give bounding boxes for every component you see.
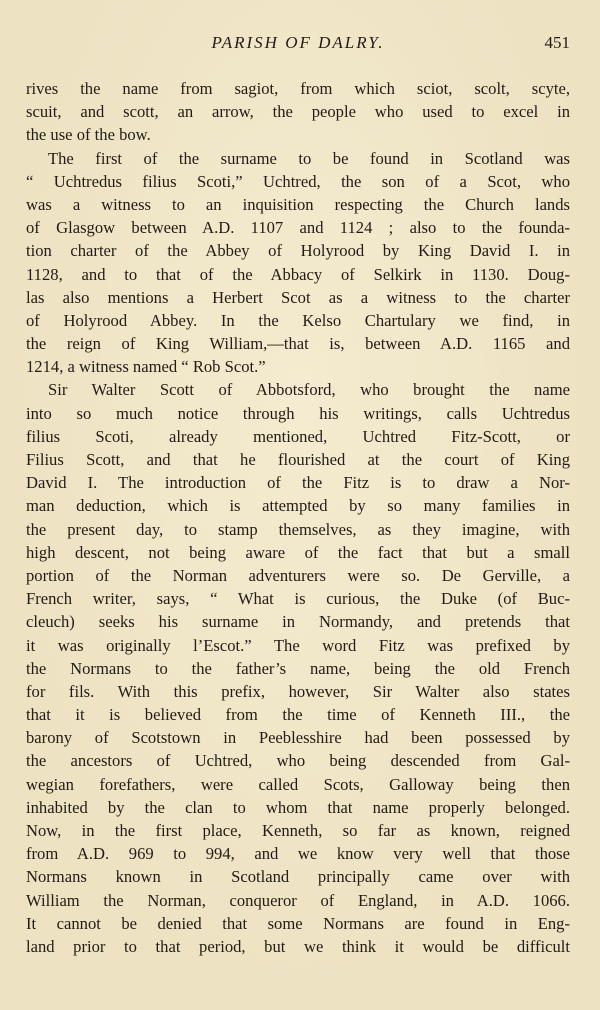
text-line: inhabited by the clan to whom that name properly belonged. bbox=[26, 797, 570, 817]
body-text bbox=[26, 77, 570, 958]
text-line: that it is believed from the time of Kenneth III., the bbox=[26, 705, 570, 725]
text-line: William the Norman, conqueror of England, in A.D. 1066. bbox=[26, 890, 570, 910]
text-line: las also mentions a Herbert Scot as a witness to the charter bbox=[26, 287, 570, 307]
text-line: portion of the Norman adventurers were so. De Gerville, a bbox=[26, 565, 570, 585]
page-number: 451 bbox=[544, 33, 570, 52]
running-title: PARISH OF DALRY. bbox=[211, 33, 385, 52]
text-line: David I. The introduction of the Fitz is to draw a Nor- bbox=[26, 473, 570, 493]
text-line: rives the name from sagiot, from which sciot, scolt, scyte, bbox=[26, 79, 570, 98]
text-line: The first of the surname to be found in Scotland was bbox=[48, 148, 570, 168]
text-line: of Holyrood Abbey. In the Kelso Chartulary we find, in bbox=[26, 310, 570, 330]
text-line: from A.D. 969 to 994, and we know very well that those bbox=[26, 844, 570, 864]
text-line: Sir Walter Scott of Abbotsford, who brought the name bbox=[48, 380, 570, 400]
text-line: 1214, a witness named “ Rob Scot.” bbox=[26, 357, 266, 377]
text-line: “ Uchtredus filius Scoti,” Uchtred, the son of a Scot, who bbox=[26, 171, 570, 191]
text-line: of Glasgow between A.D. 1107 and 1124 ; also to the founda- bbox=[26, 218, 570, 238]
text-line: barony of Scotstown in Peeblesshire had been possessed by bbox=[26, 728, 570, 748]
text-line: scuit, and scott, an arrow, the people who used to excel in bbox=[26, 102, 570, 122]
text-line: tion charter of the Abbey of Holyrood by King David I. in bbox=[26, 241, 570, 261]
text-line: high descent, not being aware of the fact that but a small bbox=[26, 542, 570, 562]
text-line: It cannot be denied that some Normans are found in Eng- bbox=[26, 913, 570, 933]
text-line: was a witness to an inquisition respecting the Church lands bbox=[26, 194, 570, 214]
text-line: the present day, to stamp themselves, as they imagine, with bbox=[26, 519, 570, 539]
running-head bbox=[26, 31, 570, 55]
text-line: it was originally l’Escot.” The word Fitz was prefixed by bbox=[26, 635, 570, 655]
text-line: French writer, says, “ What is curious, the Duke (of Buc- bbox=[26, 589, 570, 609]
text-line: Now, in the first place, Kenneth, so far as known, reigned bbox=[26, 821, 570, 840]
text-line: the ancestors of Uchtred, who being descended from Gal- bbox=[26, 751, 570, 771]
text-line: land prior to that period, but we think it would be difficult bbox=[26, 936, 570, 956]
text-line: the Normans to the father’s name, being the old French bbox=[26, 658, 570, 678]
text-line: the reign of King William,—that is, between A.D. 1165 and bbox=[26, 334, 570, 354]
text-line: cleuch) seeks his surname in Normandy, and pretends that bbox=[26, 612, 570, 632]
text-line: Filius Scott, and that he flourished at the court of King bbox=[26, 450, 570, 469]
text-line: wegian forefathers, were called Scots, Galloway being then bbox=[26, 774, 570, 794]
text-line: man deduction, which is attempted by so many families in bbox=[26, 496, 570, 516]
text-line: for fils. With this prefix, however, Sir Walter also states bbox=[26, 681, 570, 701]
text-line: the use of the bow. bbox=[26, 125, 151, 145]
text-line: into so much notice through his writings, calls Uchtredus bbox=[26, 403, 570, 423]
text-line: filius Scoti, already mentioned, Uchtred Fitz-Scott, or bbox=[26, 426, 570, 446]
text-line: Normans known in Scotland principally came over with bbox=[26, 867, 570, 887]
text-line: 1128, and to that of the Abbacy of Selkirk in 1130. Doug- bbox=[26, 264, 570, 284]
